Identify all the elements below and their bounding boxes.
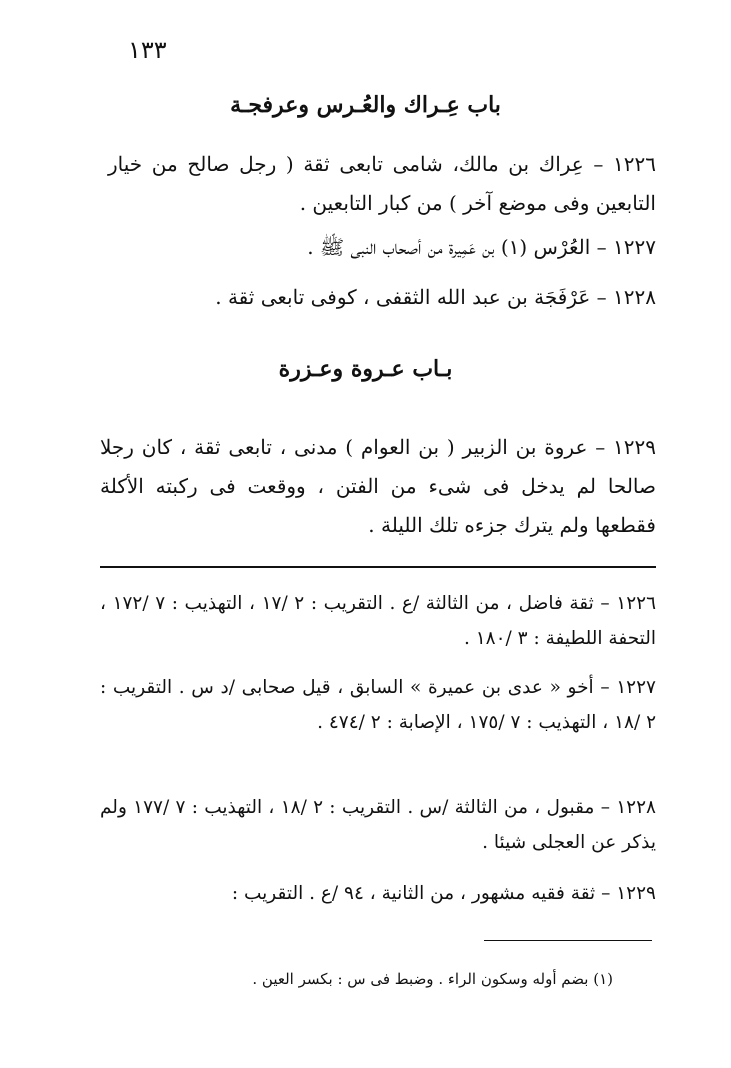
section-heading-1: باب عِـراك والعُـرس وعرفجـة: [230, 92, 501, 118]
note-text: ثقة فاضل ، من الثالثة /ع . التقريب : ٢ /١٧ ، التهذيب : ٧ /١٧٢ ، التحفة اللطيفة : ٣ /١٨٠ .: [100, 593, 656, 649]
note-number: ١٢٢٦ –: [600, 593, 657, 614]
note-number: ١٢٢٧ –: [600, 677, 656, 698]
note-text: مقبول ، من الثالثة /س . التقريب : ٢ /١٨ ، التهذيب : ٧ /١٧٧ ولم يذكر عن العجلى شيئا .: [100, 797, 656, 853]
entry-1229: [100, 428, 656, 545]
note-1226: [100, 586, 656, 656]
entry-1227: [108, 228, 656, 267]
entry-number: ١٢٢٧ –: [596, 235, 656, 259]
note-number: ١٢٢٨ –: [600, 797, 656, 818]
entry-text: عِراك بن مالك، شامى تابعى ثقة ( رجل صالح من خيار التابعين وفى موضع آخر ) من كبار التابعين .: [108, 152, 656, 215]
section-heading-2: بـاب عـروة وعـزرة: [278, 356, 453, 382]
entry-1228: [108, 278, 656, 317]
entry-number: ١٢٢٩ –: [595, 435, 657, 459]
note-text: ثقة فقيه مشهور ، من الثانية ، ٩٤ /ع . التقريب :: [231, 883, 596, 904]
entry-text: عروة بن الزبير ( بن العوام ) مدنى ، تابعى ثقة ، كان رجلا صالحا لم يدخل فى شىء من الفتن ، ووقعت فى ركبته الأكلة فقطعها ولم يترك جزءه تلك الليلة .: [100, 435, 656, 537]
footnote: (١) بضم أوله وسكون الراء . وضبط فى س : بكسر العين .: [252, 970, 613, 988]
entry-number: ١٢٢٨ –: [596, 285, 656, 309]
entry-text: عَرْفَجَة بن عبد الله الثقفى ، كوفى تابعى ثقة .: [215, 285, 591, 309]
note-number: ١٢٢٩ –: [601, 883, 656, 904]
note-1229: [100, 876, 656, 911]
footnote-divider: [484, 940, 652, 941]
entry-number: ١٢٢٦ –: [593, 152, 656, 176]
entry-text: العُرْس (١) بن عَمِيرة من أصحاب النبى ﷺ .: [307, 235, 591, 259]
notes-divider: [100, 566, 656, 568]
note-1228: [100, 790, 656, 860]
note-1227: [100, 670, 656, 740]
note-text: أخو « عدى بن عميرة » السابق ، قيل صحابى /د س . التقريب : ٢ /١٨ ، التهذيب : ٧ /١٧٥ ، الإصابة : ٢ /٤٧٤ .: [100, 677, 656, 733]
entry-1226: [108, 145, 656, 223]
page-number: ١٣٣: [128, 36, 167, 64]
